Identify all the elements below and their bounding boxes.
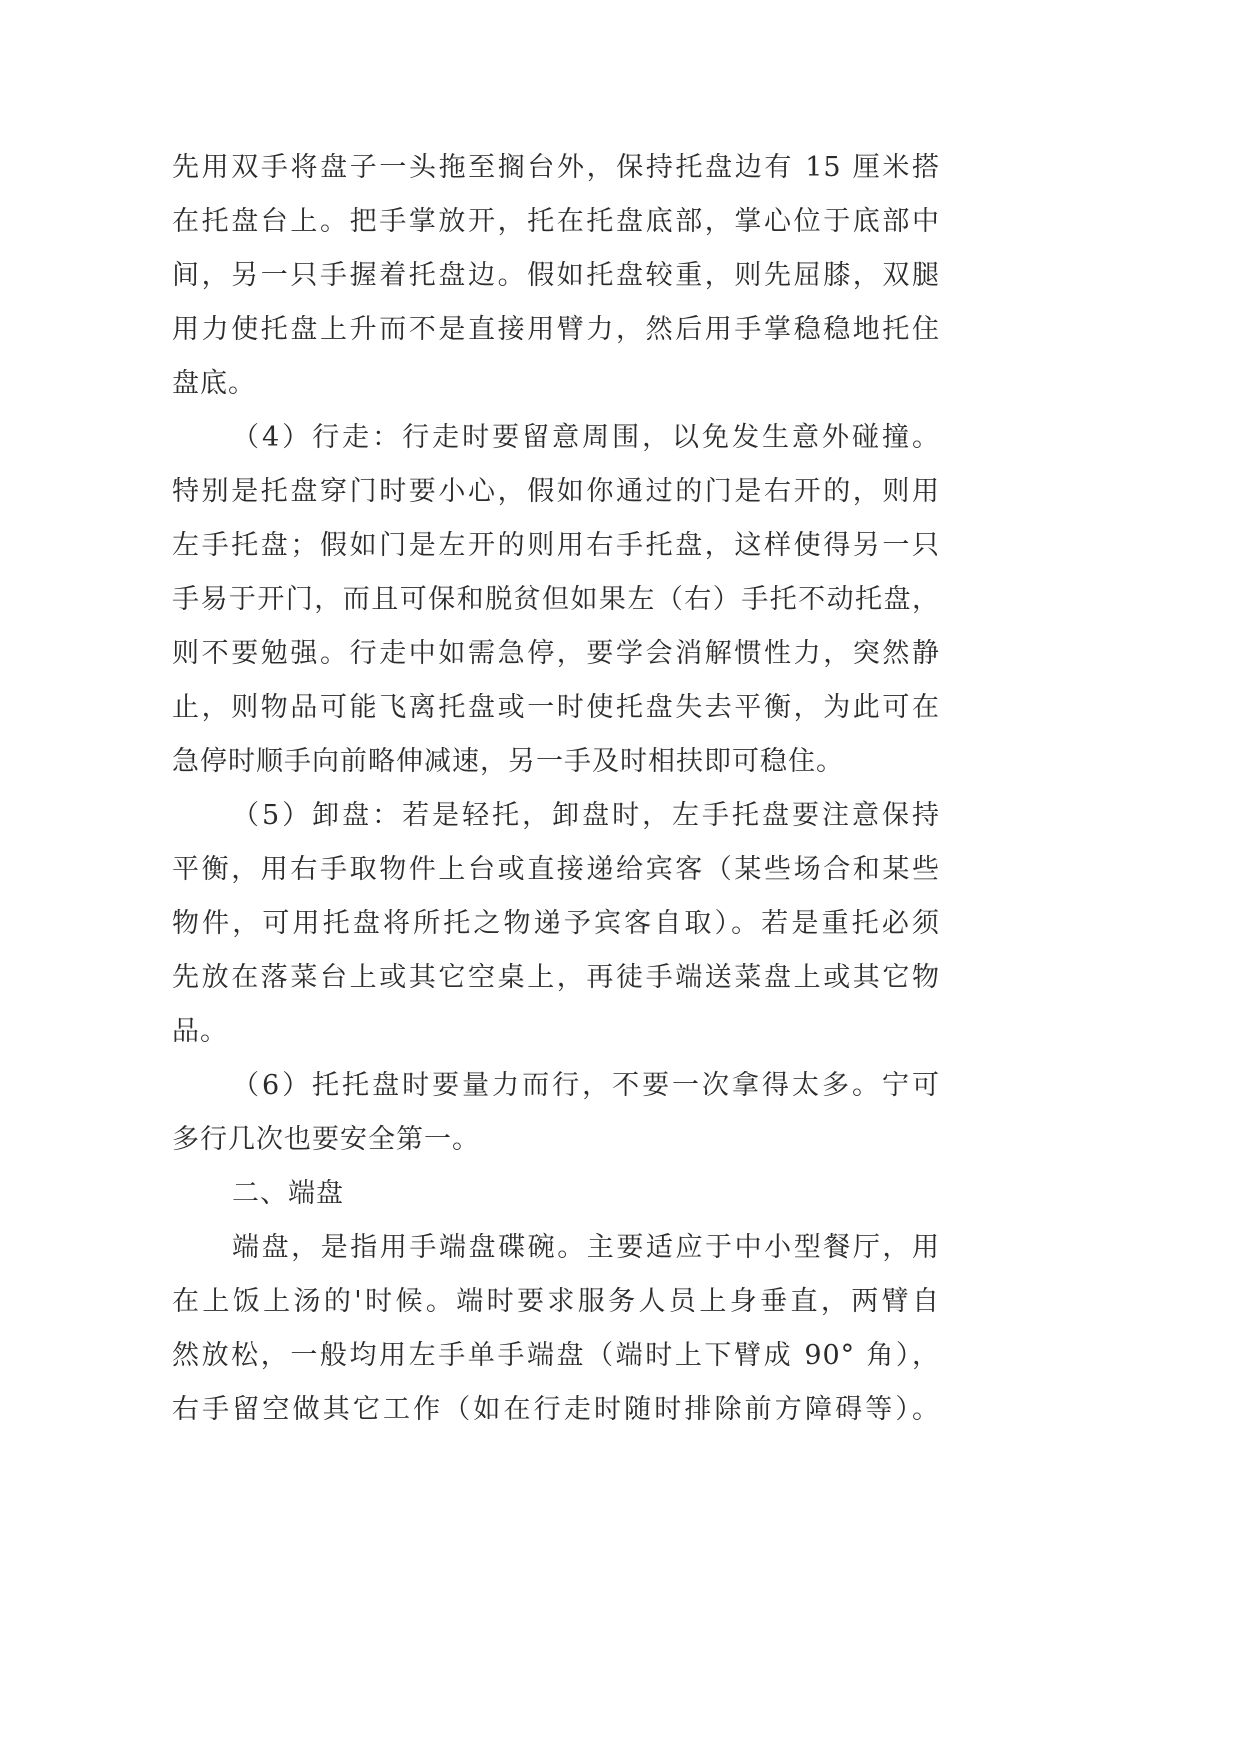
text-line: 物件，可用托盘将所托之物递予宾客自取）。若是重托必须 <box>172 908 940 939</box>
text-line: 右手留空做其它工作（如在行走时随时排除前方障碍等）。 <box>172 1394 940 1425</box>
text-line: 然放松，一般均用左手单手端盘（端时上下臂成 90° 角）， <box>172 1340 940 1371</box>
paragraph <box>172 1059 940 1167</box>
text-line: 平衡，用右手取物件上台或直接递给宾客（某些场合和某些 <box>172 854 940 885</box>
paragraph <box>172 411 940 789</box>
text-line: 端盘，是指用手端盘碟碗。主要适应于中小型餐厅，用 <box>232 1232 940 1263</box>
text-line: 在托盘台上。把手掌放开，托在托盘底部，掌心位于底部中 <box>172 206 940 237</box>
text-line: 多行几次也要安全第一。 <box>172 1124 480 1155</box>
text-line: 用力使托盘上升而不是直接用臂力，然后用手掌稳稳地托住 <box>172 314 940 345</box>
text-line: 则不要勉强。行走中如需急停，要学会消解惯性力，突然静 <box>172 638 940 669</box>
text-line: 特别是托盘穿门时要小心，假如你通过的门是右开的，则用 <box>172 476 940 507</box>
heading-text: 二、端盘 <box>232 1178 344 1209</box>
text-line: （6）托托盘时要量力而行，不要一次拿得太多。宁可 <box>232 1070 940 1101</box>
text-line: 先用双手将盘子一头拖至搁台外，保持托盘边有 15 厘米搭 <box>172 152 940 183</box>
paragraph <box>172 141 940 411</box>
text-line: （5）卸盘：若是轻托，卸盘时，左手托盘要注意保持 <box>232 800 940 831</box>
text-line: 急停时顺手向前略伸减速，另一手及时相扶即可稳住。 <box>172 746 844 777</box>
text-line: 在上饭上汤的'时候。端时要求服务人员上身垂直，两臂自 <box>172 1286 940 1317</box>
text-line: 止，则物品可能飞离托盘或一时使托盘失去平衡，为此可在 <box>172 692 940 723</box>
text-line: 间，另一只手握着托盘边。假如托盘较重，则先屈膝，双腿 <box>172 260 940 291</box>
text-line: 先放在落菜台上或其它空桌上，再徒手端送菜盘上或其它物 <box>172 962 940 993</box>
paragraph <box>172 789 940 1059</box>
section-heading <box>172 1167 940 1221</box>
text-line: 左手托盘；假如门是左开的则用右手托盘，这样使得另一只 <box>172 530 940 561</box>
text-line: 盘底。 <box>172 368 256 399</box>
text-line: 手易于开门，而且可保和脱贫但如果左（右）手托不动托盘， <box>172 584 940 615</box>
paragraph <box>172 1221 940 1437</box>
text-line: （4）行走：行走时要留意周围，以免发生意外碰撞。 <box>232 422 940 453</box>
text-line: 品。 <box>172 1016 228 1047</box>
document-body <box>172 141 940 1437</box>
